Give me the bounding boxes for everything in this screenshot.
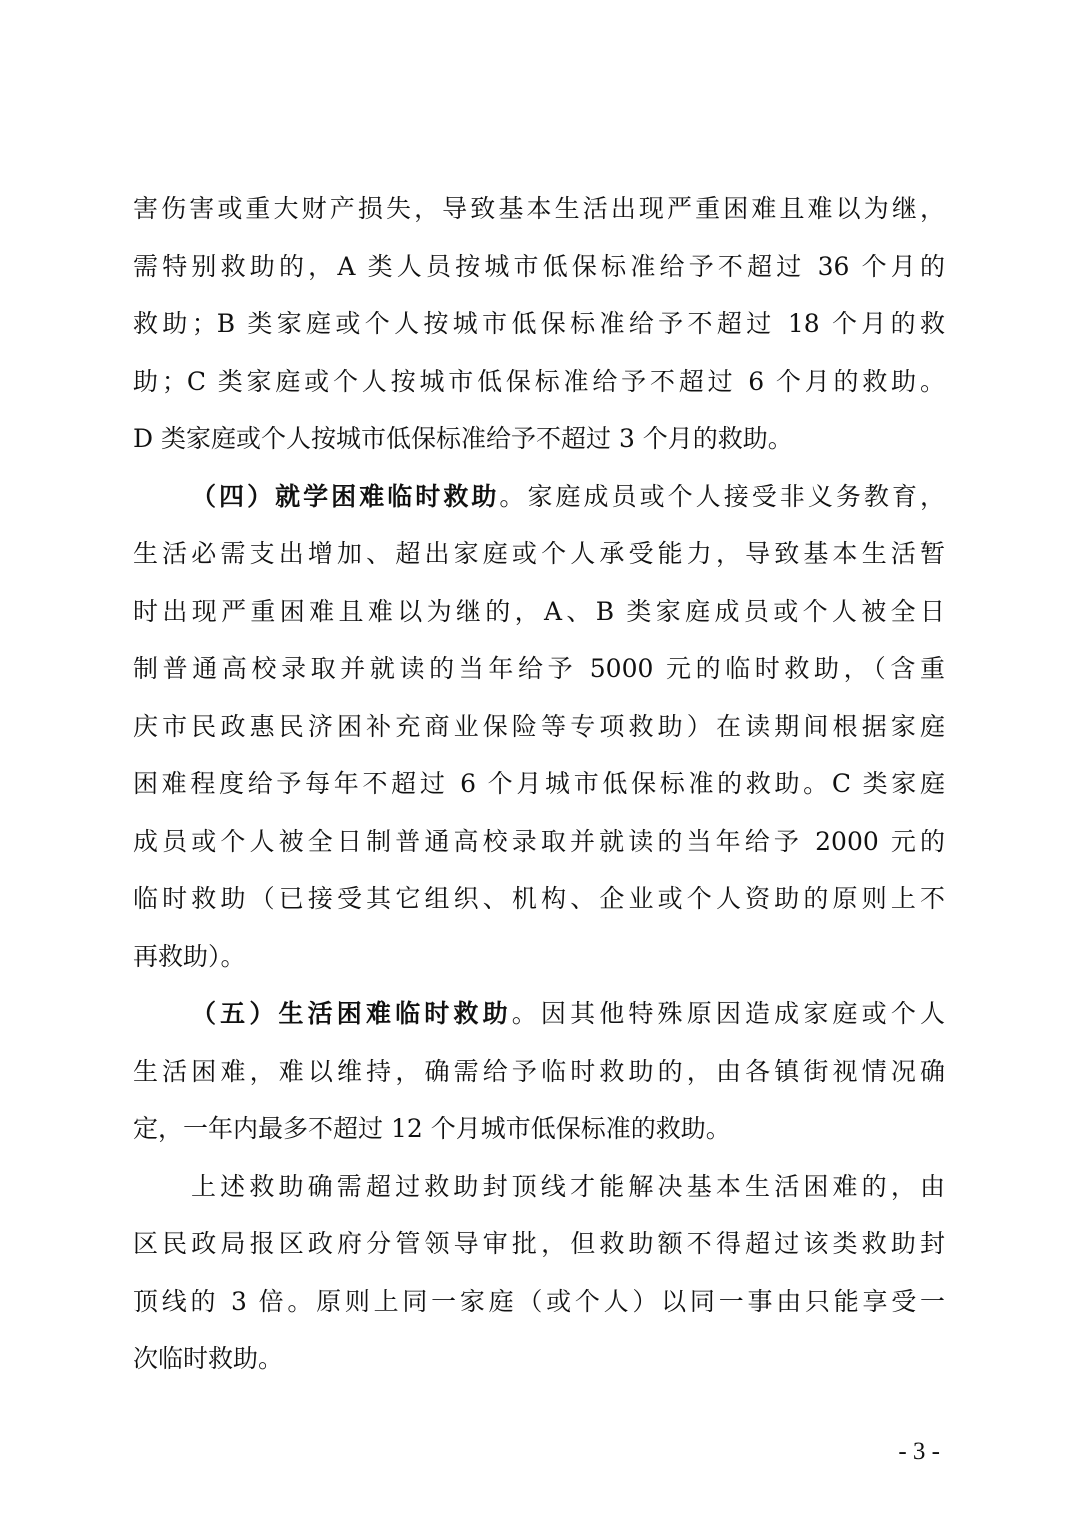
paragraph-continuation — [133, 180, 945, 468]
text-line: 成员或个人被全日制普通高校录取并就读的当年给予 2000 元的 — [133, 826, 945, 856]
document-body — [133, 180, 945, 1388]
text-fragment: 。因其他特殊原因造成家庭或个人 — [511, 999, 945, 1028]
page-number: - 3 - — [898, 1438, 940, 1465]
paragraph-section-5 — [133, 985, 945, 1158]
text-line: 需特别救助的，A 类人员按城市低保标准给予不超过 36 个月的 — [133, 251, 945, 281]
text-line: 生活困难，难以维持，确需给予临时救助的，由各镇街视情况确 — [133, 1056, 945, 1086]
text-line: 再救助）。 — [133, 941, 246, 971]
text-line: 时出现严重困难且难以为继的，A、B 类家庭成员或个人被全日 — [133, 596, 945, 626]
text-line: 助；C 类家庭或个人按城市低保标准给予不超过 6 个月的救助。 — [133, 366, 945, 396]
paragraph-section-4 — [133, 468, 945, 986]
text-line: 害伤害或重大财产损失，导致基本生活出现严重困难且难以为继， — [133, 194, 945, 223]
text-line: 庆市民政惠民济困补充商业保险等专项救助）在读期间根据家庭 — [133, 711, 945, 741]
text-line: 生活必需支出增加、超出家庭或个人承受能力，导致基本生活暂 — [133, 539, 945, 568]
text-fragment: 。家庭成员或个人接受非义务教育， — [499, 481, 945, 511]
text-line: 制普通高校录取并就读的当年给予 5000 元的临时救助，（含重 — [133, 654, 945, 683]
text-line: 临时救助（已接受其它组织、机构、企业或个人资助的原则上不 — [133, 884, 945, 913]
text-line: 困难程度给予每年不超过 6 个月城市低保标准的救助。C 类家庭 — [133, 769, 945, 798]
text-line: 上述救助确需超过救助封顶线才能解决基本生活困难的，由 — [191, 1171, 945, 1201]
paragraph-closing — [133, 1158, 945, 1388]
text-line: 区民政局报区政府分管领导审批，但救助额不得超过该类救助封 — [133, 1229, 945, 1258]
text-line — [133, 985, 945, 1043]
section-heading: （四）就学困难临时救助 — [191, 481, 500, 511]
section-heading: （五）生活困难临时救助 — [191, 999, 512, 1028]
text-line: 顶线的 3 倍。原则上同一家庭（或个人）以同一事由只能享受一 — [133, 1286, 945, 1316]
text-line: D 类家庭或个人按城市低保标准给予不超过 3 个月的救助。 — [133, 424, 793, 453]
text-line: 定，一年内最多不超过 12 个月城市低保标准的救助。 — [133, 1114, 731, 1143]
text-line: 次临时救助。 — [133, 1344, 284, 1373]
text-line — [133, 468, 945, 526]
text-line: 救助；B 类家庭或个人按城市低保标准给予不超过 18 个月的救 — [133, 309, 945, 338]
